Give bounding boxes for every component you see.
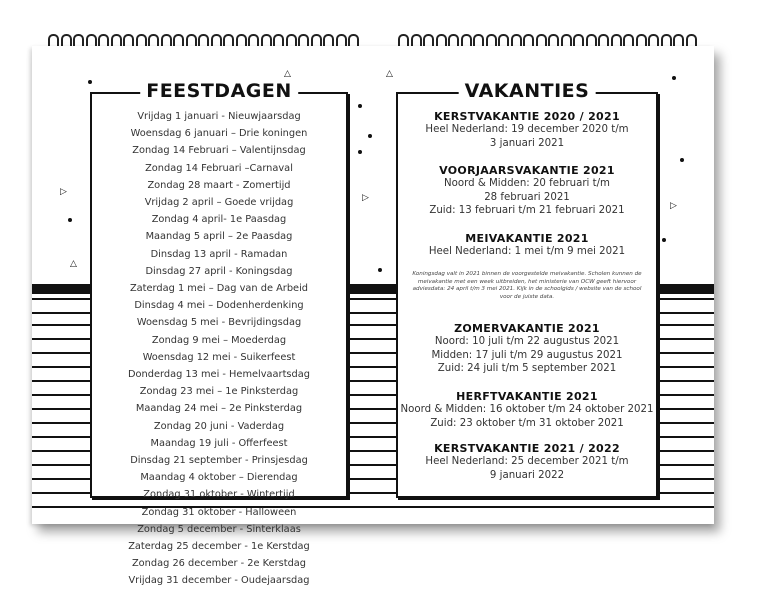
vacation-line: Heel Nederland: 19 december 2020 t/m: [425, 124, 629, 136]
holiday-list: [92, 108, 346, 590]
decor-triangle: △: [386, 69, 393, 79]
holiday-item: Zondag 14 Februari – Valentijnsdag: [132, 145, 306, 157]
holiday-item: Woensdag 5 mei - Bevrijdingsdag: [136, 317, 302, 329]
vacation-mei-2021: [398, 232, 656, 259]
holiday-item: Woensdag 12 mei - Suikerfeest: [142, 351, 296, 363]
vacation-line: 3 januari 2021: [489, 137, 565, 149]
decor-dot: [662, 238, 666, 242]
vacation-herfst-2021: [398, 390, 656, 430]
holiday-item: Maandag 4 oktober – Dierendag: [140, 472, 298, 484]
calendar-page: [32, 46, 714, 587]
feestdagen-title: FEESTDAGEN: [140, 80, 298, 102]
holiday-item: Maandag 24 mei – 2e Pinksterdag: [135, 403, 303, 415]
vacation-line: Noord & Midden: 20 februari t/m: [444, 178, 610, 190]
koningsdag-note: Koningsdag valt in 2021 binnen de voorgestelde meivakantie. Scholen kunnen de meivakantie met een week uitbreiden, het ministerie van OCW geeft hiervoor adviesdata: 24 april t/m 3 mei 2021. Kijk in de schoolgids / website van de school voor de juiste data.: [412, 271, 642, 300]
vacation-heading: KERSTVAKANTIE 2020 / 2021: [434, 110, 620, 123]
holiday-item: Zondag 31 oktober - Halloween: [141, 506, 297, 518]
decor-triangle: ▷: [60, 187, 67, 197]
decor-triangle: ▷: [670, 201, 677, 211]
decor-dot: [358, 150, 362, 154]
decor-dot: [358, 104, 362, 108]
holiday-item: Vrijdag 31 december - Oudejaarsdag: [128, 575, 310, 587]
holiday-item: Zaterdag 25 december - 1e Kerstdag: [128, 541, 310, 553]
holiday-item: Vrijdag 2 april – Goede vrijdag: [144, 197, 294, 209]
vacation-heading: HERFTVAKANTIE 2021: [456, 390, 598, 403]
vacation-heading: VOORJAARSVAKANTIE 2021: [439, 164, 615, 177]
decor-dot: [368, 134, 372, 138]
vacation-line: Heel Nederland: 1 mei t/m 9 mei 2021: [428, 246, 626, 258]
decor-dot: [672, 76, 676, 80]
holiday-item: Zondag 31 oktober - Wintertijd: [143, 489, 295, 501]
vacation-heading: KERSTVAKANTIE 2021 / 2022: [434, 442, 620, 455]
decor-dot: [68, 218, 72, 222]
vacation-line: Zuid: 23 oktober t/m 31 oktober 2021: [430, 417, 624, 429]
decor-triangle: ▷: [362, 193, 369, 203]
holiday-item: Woensdag 6 januari – Drie koningen: [130, 128, 308, 140]
vacation-zomer-2021: [398, 322, 656, 375]
decor-dot: [378, 268, 382, 272]
vacation-heading: ZOMERVAKANTIE 2021: [454, 322, 600, 335]
holiday-item: Zondag 5 december - Sinterklaas: [137, 523, 301, 535]
holiday-item: Dinsdag 21 september - Prinsjesdag: [130, 455, 308, 467]
vakanties-title: VAKANTIES: [459, 80, 596, 102]
vacation-line: 28 februari 2021: [484, 191, 570, 203]
holiday-item: Dinsdag 13 april - Ramadan: [150, 248, 288, 260]
holiday-item: Zondag 20 juni - Vaderdag: [153, 420, 285, 432]
holiday-item: Maandag 5 april – 2e Paasdag: [145, 231, 293, 243]
vakanties-panel: [396, 80, 658, 498]
decor-triangle: △: [70, 259, 77, 269]
holiday-item: Zondag 14 Februari –Carnaval: [145, 162, 293, 174]
holiday-item: Zaterdag 1 mei – Dag van de Arbeid: [129, 283, 309, 295]
holiday-item: Zondag 26 december - 2e Kerstdag: [131, 558, 307, 570]
holiday-item: Vrijdag 1 januari - Nieuwjaarsdag: [137, 111, 301, 122]
vacation-kerst-2020: [398, 110, 656, 150]
holiday-item: Dinsdag 4 mei – Dodenherdenking: [134, 300, 304, 312]
vacation-line: Heel Nederland: 25 december 2021 t/m: [425, 456, 629, 468]
holiday-item: Maandag 19 juli - Offerfeest: [150, 437, 288, 449]
holiday-item: Zondag 28 maart - Zomertijd: [147, 179, 291, 191]
vacation-line: Noord & Midden: 16 oktober t/m 24 oktober 2021: [400, 404, 654, 416]
vacation-line: Zuid: 24 juli t/m 5 september 2021: [437, 362, 617, 374]
holiday-item: Zondag 4 april- 1e Paasdag: [151, 214, 287, 226]
vacation-line: Noord: 10 juli t/m 22 augustus 2021: [434, 336, 620, 348]
holiday-item: Zondag 9 mei – Moederdag: [151, 334, 287, 346]
vacation-line: 9 januari 2022: [489, 469, 565, 481]
vacation-line: Midden: 17 juli t/m 29 augustus 2021: [431, 349, 623, 361]
vacation-line: Zuid: 13 februari t/m 21 februari 2021: [429, 204, 625, 216]
vacation-voorjaar-2021: [398, 164, 656, 217]
holiday-item: Donderdag 13 mei - Hemelvaartsdag: [128, 369, 310, 381]
decor-triangle: △: [284, 69, 291, 79]
feestdagen-panel: [90, 80, 348, 587]
holiday-item: Dinsdag 27 april - Koningsdag: [145, 265, 293, 277]
vacation-kerst-2021: [398, 442, 656, 482]
vacation-heading: MEIVAKANTIE 2021: [465, 232, 589, 245]
holiday-item: Zondag 23 mei – 1e Pinksterdag: [139, 386, 299, 398]
decor-dot: [680, 158, 684, 162]
decor-dot: [88, 80, 92, 84]
